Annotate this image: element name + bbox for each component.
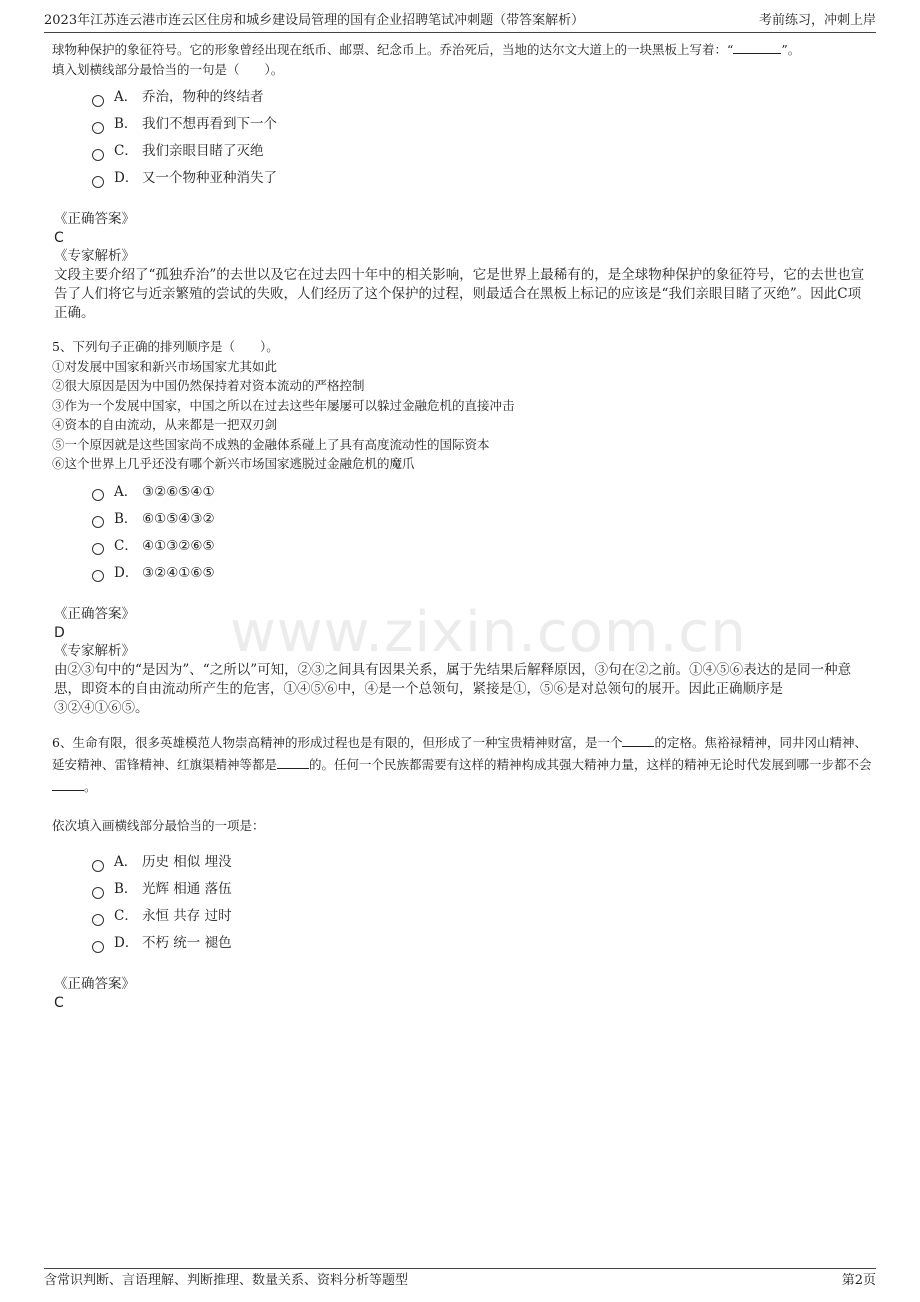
question-5-stem: 5、下列句子正确的排列顺序是（ ）。 xyxy=(52,339,279,354)
option-d[interactable]: D． ③②④①⑥⑤ xyxy=(92,560,872,587)
radio-icon[interactable] xyxy=(92,543,104,555)
radio-icon[interactable] xyxy=(92,122,104,134)
radio-icon[interactable] xyxy=(92,489,104,501)
fill-blank xyxy=(52,777,84,791)
sentence-item: ⑥这个世界上几乎还没有哪个新兴市场国家逃脱过金融危机的魔爪 xyxy=(52,456,415,471)
radio-icon[interactable] xyxy=(92,95,104,107)
sentence-item: ⑤一个原因就是这些国家尚不成熟的金融体系碰上了具有高度流动性的国际资本 xyxy=(52,436,490,452)
footer-categories: 含常识判断、言语理解、判断推理、数量关系、资料分析等题型 xyxy=(44,1273,409,1288)
option-d[interactable]: D． 又一个物种亚种消失了 xyxy=(92,165,872,192)
radio-icon[interactable] xyxy=(92,149,104,161)
question-4-options xyxy=(92,84,872,192)
option-b[interactable]: B． ⑥①⑤④③② xyxy=(92,506,872,533)
answer-label: 《正确答案》 xyxy=(54,211,135,227)
sentence-item: ④资本的自由流动，从来都是一把双刃剑 xyxy=(52,417,278,432)
page-header xyxy=(44,12,876,33)
question-5 xyxy=(52,337,872,718)
question-6 xyxy=(52,732,872,1013)
question-6-stem: 6、生命有限，很多英雄模范人物崇高精神的形成过程也是有限的，但形成了一种宝贵精神财富，是一个 的定格。焦裕禄精神，同井冈山精神、延安精神、雷锋精神、红旗渠精神等都是 的。任何一个民族都需要有这样的精神构成其强大精神力量，这样的精神无论时代发展到哪一步都不会。 xyxy=(52,734,872,794)
question-6-answer xyxy=(52,975,872,1012)
question-4-prompt: 填入划横线部分最恰当的一句是（ ）。 xyxy=(52,61,284,77)
option-a[interactable]: A． ③②⑥⑤④① xyxy=(92,479,872,506)
question-4-answer xyxy=(52,210,872,323)
answer-label: 《正确答案》 xyxy=(54,976,135,992)
question-6-options xyxy=(92,849,872,957)
document-title: 2023年江苏连云港市连云区住房和城乡建设局管理的国有企业招聘笔试冲刺题（带答案解析） xyxy=(44,13,585,28)
radio-icon[interactable] xyxy=(92,914,104,926)
radio-icon[interactable] xyxy=(92,941,104,953)
question-4 xyxy=(52,40,872,323)
analysis-text: 文段主要介绍了“孤独乔治”的去世以及它在过去四十年中的相关影响，它是世界上最稀有的，是全球物种保护的象征符号，它的去世也宣告了人们将它与近亲繁殖的尝试的失败，人们经历了这个保护的过程，则最适合在黑板上标记的应该是“我们亲眼目睹了灭绝”。因此C项正确。 xyxy=(54,267,865,321)
option-d[interactable]: D． 不朽 统一 褪色 xyxy=(92,930,872,957)
option-a[interactable]: A． 乔治，物种的终结者 xyxy=(92,84,872,111)
header-slogan: 考前练习，冲刺上岸 xyxy=(758,13,876,28)
page-content xyxy=(52,40,872,1012)
option-c[interactable]: C． 永恒 共存 过时 xyxy=(92,903,872,930)
analysis-label: 《专家解析》 xyxy=(54,248,135,264)
fill-blank xyxy=(622,733,654,747)
analysis-text: 由②③句中的“是因为”、“之所以”可知，②③之间具有因果关系，属于先结果后解释原因，③句在②之前。①④⑤⑥表达的是同一种意思，即资本的自由流动所产生的危害，①④⑤⑥中，④是一个总领句，紧接是①，⑤⑥是对总领句的展开。因此正确顺序是③②④①⑥⑤。 xyxy=(54,661,852,716)
radio-icon[interactable] xyxy=(92,887,104,899)
option-c[interactable]: C． ④①③②⑥⑤ xyxy=(92,533,872,560)
page-footer xyxy=(44,1268,876,1289)
option-c[interactable]: C． 我们亲眼目睹了灭绝 xyxy=(92,138,872,165)
fill-blank xyxy=(733,40,781,54)
radio-icon[interactable] xyxy=(92,570,104,582)
sentence-item: ③作为一个发展中国家，中国之所以在过去这些年屡屡可以躲过金融危机的直接冲击 xyxy=(52,397,515,413)
sentence-item: ①对发展中国家和新兴市场国家尤其如此 xyxy=(52,358,278,374)
question-5-answer xyxy=(52,605,872,718)
page-number: 第2页 xyxy=(841,1273,876,1288)
option-b[interactable]: B． 我们不想再看到下一个 xyxy=(92,111,872,138)
question-5-options xyxy=(92,479,872,587)
answer-value: D xyxy=(54,624,65,641)
option-b[interactable]: B． 光辉 相通 落伍 xyxy=(92,876,872,903)
answer-value: C xyxy=(54,230,64,246)
analysis-label: 《专家解析》 xyxy=(54,642,135,659)
question-4-stem: 球物种保护的象征符号。它的形象曾经出现在纸币、邮票、纪念币上。乔治死后，当地的达尔文大道上的一块黑板上写着：“ ”。 xyxy=(52,42,801,57)
answer-label: 《正确答案》 xyxy=(54,605,135,622)
fill-blank xyxy=(277,755,309,769)
watermark: www.zixin.com.cn xyxy=(230,600,747,665)
question-6-prompt: 依次填入画横线部分最恰当的一项是： xyxy=(52,817,265,833)
radio-icon[interactable] xyxy=(92,860,104,872)
radio-icon[interactable] xyxy=(92,516,104,528)
sentence-item: ②很大原因是因为中国仍然保持着对资本流动的严格控制 xyxy=(52,378,365,393)
answer-value: C xyxy=(54,995,64,1011)
radio-icon[interactable] xyxy=(92,176,104,188)
option-a[interactable]: A． 历史 相似 埋没 xyxy=(92,849,872,876)
